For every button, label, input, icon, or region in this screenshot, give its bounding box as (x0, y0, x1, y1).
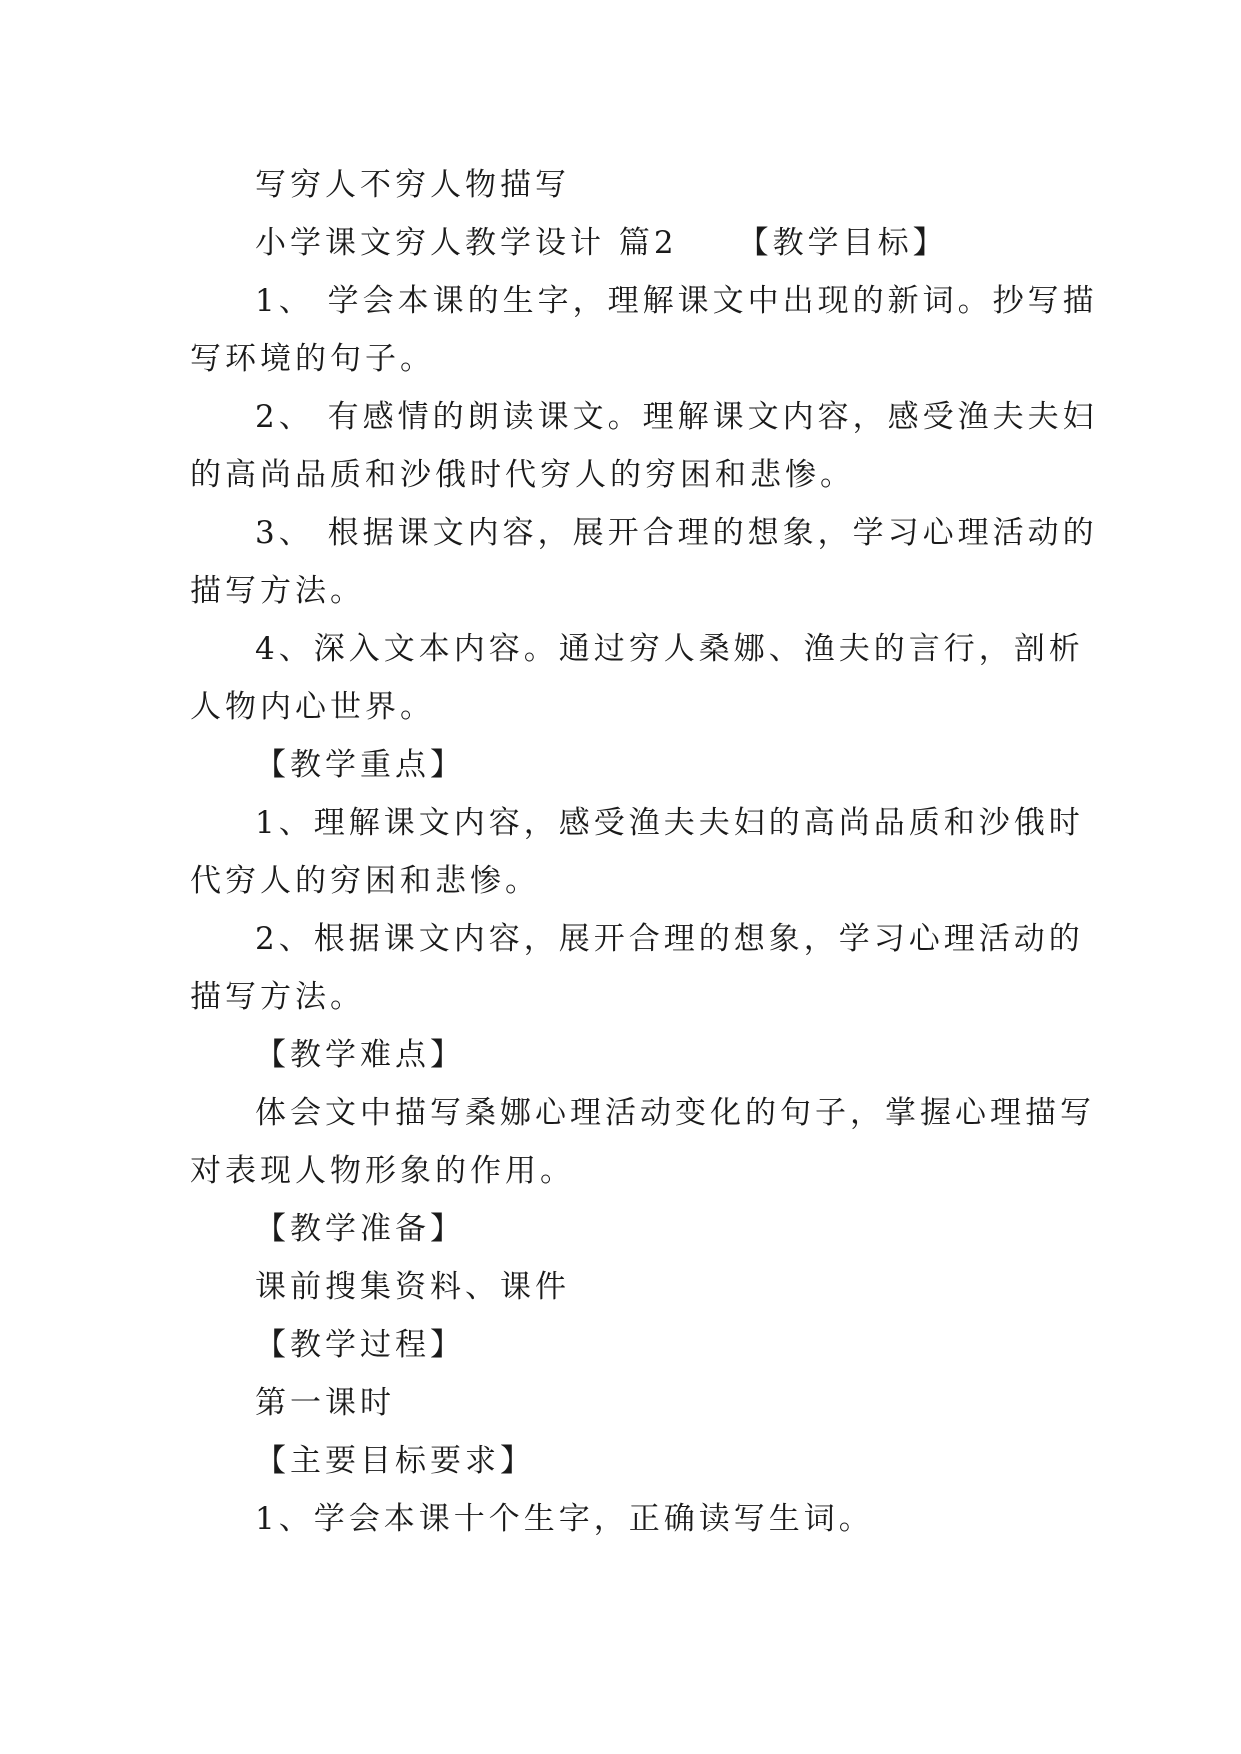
difficulty-line2: 对表现人物形象的作用。 (190, 1153, 575, 1189)
main-goals-heading: 【主要目标要求】 (255, 1443, 535, 1479)
goal2-line2: 的高尚品质和沙俄时代穷人的穷困和悲惨。 (190, 457, 855, 493)
document-subtitle: 小学课文穷人教学设计 篇2 (255, 225, 678, 261)
goal4-line1: 4、深入文本内容。通过穷人桑娜、渔夫的言行，剖析 (255, 631, 1084, 667)
goal3-line1: 3、 根据课文内容，展开合理的想象，学习心理活动的 (255, 515, 1098, 551)
goal1-line2: 写环境的句子。 (190, 341, 435, 377)
key2-line2: 描写方法。 (190, 979, 365, 1015)
key1-line2: 代穷人的穷困和悲惨。 (190, 863, 540, 899)
goal3-line2: 描写方法。 (190, 573, 365, 609)
key-points-heading: 【教学重点】 (255, 747, 465, 783)
goal2-line1: 2、 有感情的朗读课文。理解课文内容，感受渔夫夫妇 (255, 399, 1098, 435)
goals-heading: 【教学目标】 (737, 225, 948, 261)
goal4-line2: 人物内心世界。 (190, 689, 435, 725)
key1-line1: 1、理解课文内容，感受渔夫夫妇的高尚品质和沙俄时 (255, 805, 1084, 841)
process-heading: 【教学过程】 (255, 1327, 465, 1363)
preparation-text: 课前搜集资料、课件 (255, 1269, 570, 1305)
preparation-heading: 【教学准备】 (255, 1211, 465, 1247)
key2-line1: 2、根据课文内容，展开合理的想象，学习心理活动的 (255, 921, 1084, 957)
difficulty-line1: 体会文中描写桑娜心理活动变化的句子，掌握心理描写 (255, 1095, 1095, 1131)
subtitle-line (255, 223, 1050, 263)
goal1-line1: 1、 学会本课的生字，理解课文中出现的新词。抄写描 (255, 283, 1098, 319)
main-goal1: 1、学会本课十个生字，正确读写生词。 (255, 1501, 874, 1537)
document-title: 写穷人不穷人物描写 (255, 167, 570, 203)
difficulty-heading: 【教学难点】 (255, 1037, 465, 1073)
lesson-one-label: 第一课时 (255, 1385, 395, 1421)
